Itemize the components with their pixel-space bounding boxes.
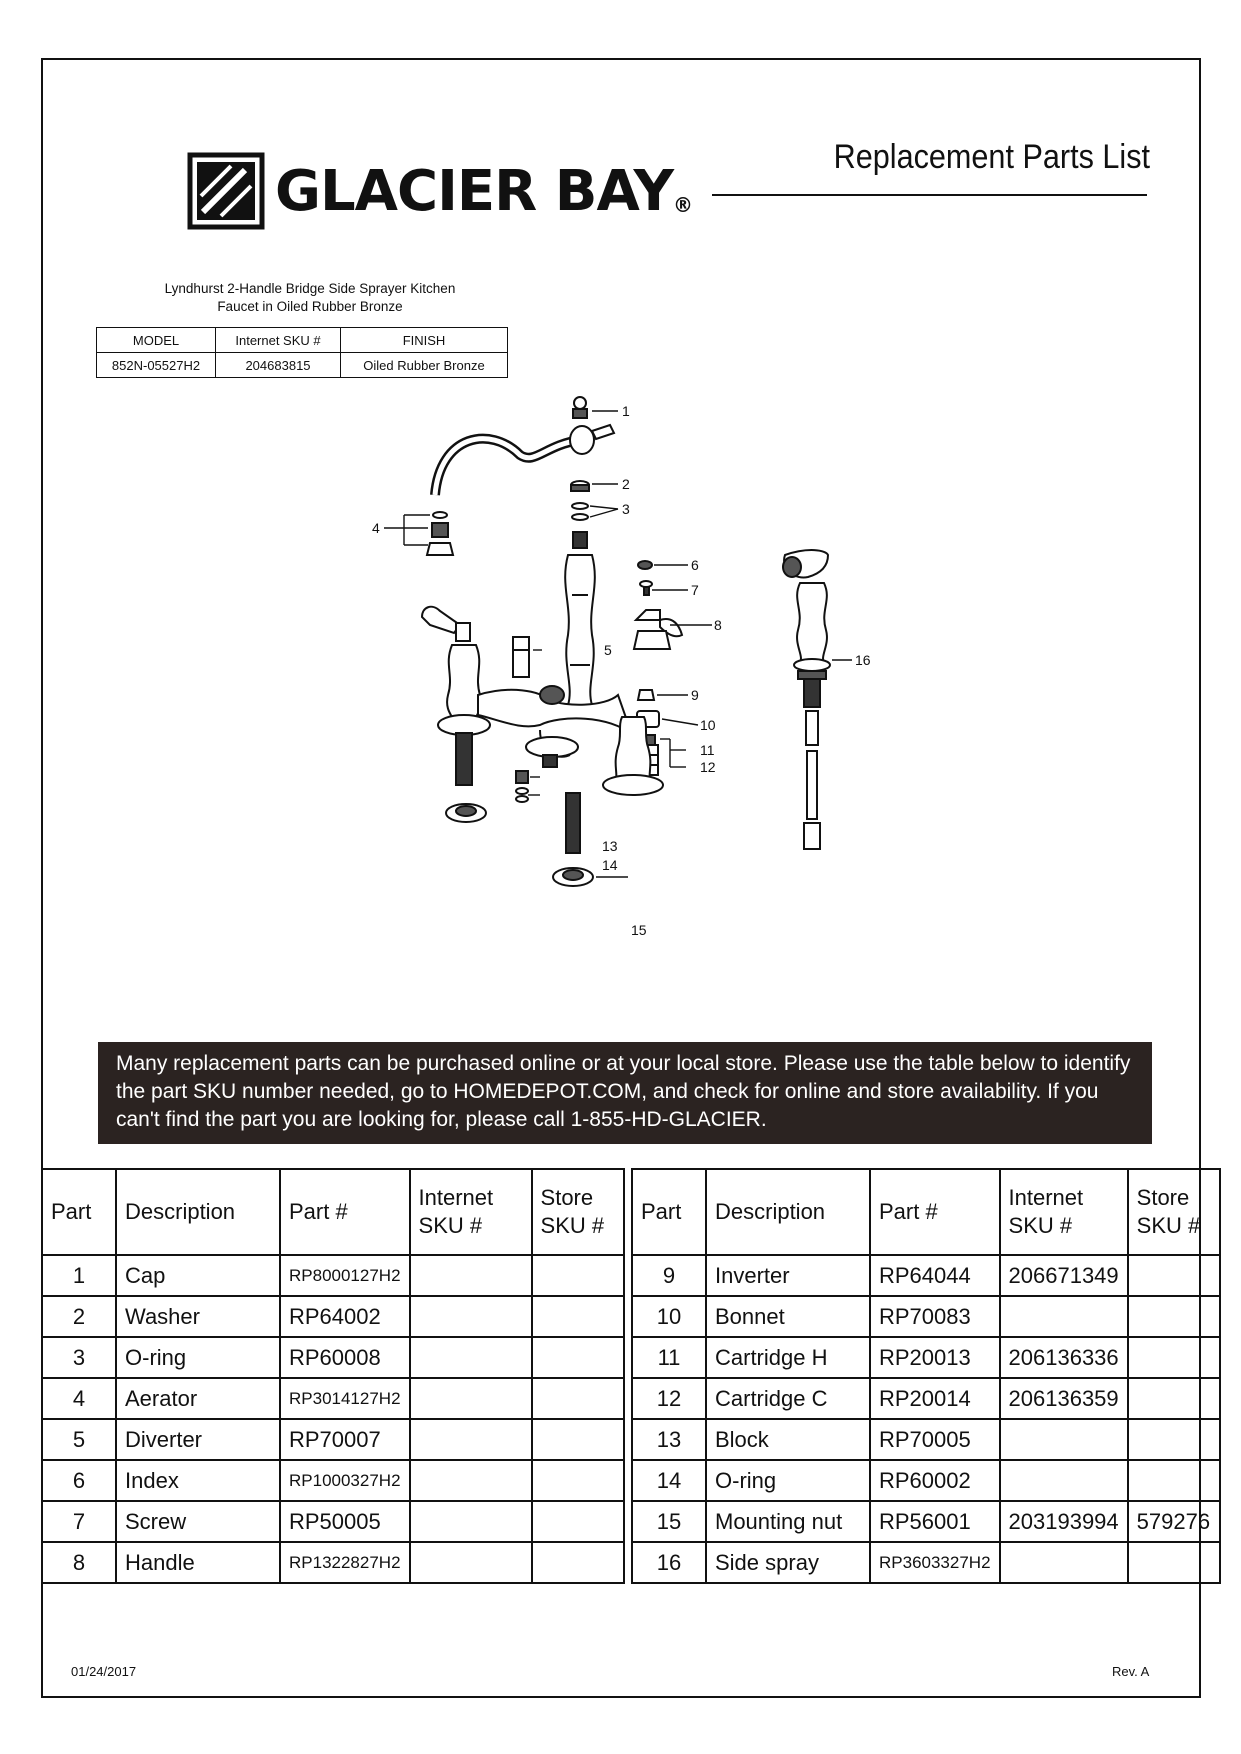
description-cell: Block — [706, 1419, 870, 1460]
callout-4: 4 — [372, 520, 380, 536]
table-row — [42, 1296, 624, 1337]
callout-9: 9 — [691, 687, 699, 703]
internet-sku-cell — [410, 1419, 532, 1460]
table-row — [632, 1419, 1220, 1460]
store-sku-cell — [532, 1296, 624, 1337]
part-cell: 9 — [632, 1255, 706, 1296]
store-sku-cell — [532, 1255, 624, 1296]
header-description: Description — [706, 1169, 870, 1255]
part-number-cell: RP3014127H2 — [280, 1378, 410, 1419]
part-cell: 2 — [42, 1296, 116, 1337]
description-cell: Cartridge C — [706, 1378, 870, 1419]
description-cell: Screw — [116, 1501, 280, 1542]
table-row — [632, 1337, 1220, 1378]
part-number-cell: RP70007 — [280, 1419, 410, 1460]
callout-15: 15 — [631, 922, 647, 938]
internet-sku-cell — [410, 1501, 532, 1542]
spec-sku: 204683815 — [216, 353, 341, 378]
part-number-cell: RP60002 — [870, 1460, 1000, 1501]
part-cell: 15 — [632, 1501, 706, 1542]
part-number-cell: RP8000127H2 — [280, 1255, 410, 1296]
header-internet-sku: Internet SKU # — [1000, 1169, 1128, 1255]
store-sku-cell — [1128, 1296, 1220, 1337]
callout-16: 16 — [855, 652, 871, 668]
part-number-cell: RP1000327H2 — [280, 1460, 410, 1501]
table-row — [42, 1501, 624, 1542]
internet-sku-cell: 206136336 — [1000, 1337, 1128, 1378]
store-sku-cell — [532, 1378, 624, 1419]
internet-sku-cell: 206671349 — [1000, 1255, 1128, 1296]
spec-table — [96, 327, 508, 378]
part-number-cell: RP70083 — [870, 1296, 1000, 1337]
part-cell: 8 — [42, 1542, 116, 1583]
part-cell: 6 — [42, 1460, 116, 1501]
part-number-cell: RP56001 — [870, 1501, 1000, 1542]
store-sku-cell — [1128, 1378, 1220, 1419]
callout-11: 11 — [700, 742, 715, 758]
part-cell: 12 — [632, 1378, 706, 1419]
part-number-cell: RP3603327H2 — [870, 1542, 1000, 1583]
footer-date: 01/24/2017 — [71, 1664, 137, 1679]
part-cell: 4 — [42, 1378, 116, 1419]
internet-sku-cell — [1000, 1542, 1128, 1583]
store-sku-cell: 579276 — [1128, 1501, 1220, 1542]
header-store-sku: Store SKU # — [532, 1169, 624, 1255]
store-sku-cell — [1128, 1255, 1220, 1296]
parts-table-right-body — [632, 1255, 1220, 1583]
table-row — [632, 1378, 1220, 1419]
glacier-bay-logo-icon — [187, 152, 265, 230]
spec-header-model: MODEL — [97, 328, 216, 353]
internet-sku-cell — [1000, 1460, 1128, 1501]
part-number-cell: RP60008 — [280, 1337, 410, 1378]
internet-sku-cell: 203193994 — [1000, 1501, 1128, 1542]
table-row — [632, 1501, 1220, 1542]
store-sku-cell — [1128, 1460, 1220, 1501]
spec-header-row — [97, 328, 508, 353]
internet-sku-cell — [410, 1296, 532, 1337]
part-cell: 3 — [42, 1337, 116, 1378]
part-number-cell: RP1322827H2 — [280, 1542, 410, 1583]
table-row — [632, 1255, 1220, 1296]
part-cell: 7 — [42, 1501, 116, 1542]
description-cell: Mounting nut — [706, 1501, 870, 1542]
title-divider — [712, 194, 1147, 196]
description-cell: O-ring — [706, 1460, 870, 1501]
table-row — [42, 1460, 624, 1501]
table-row — [42, 1255, 624, 1296]
description-cell: Side spray — [706, 1542, 870, 1583]
store-sku-cell — [532, 1460, 624, 1501]
callout-14: 14 — [602, 857, 618, 873]
description-cell: Cap — [116, 1255, 280, 1296]
part-number-cell: RP64002 — [280, 1296, 410, 1337]
store-sku-cell — [1128, 1419, 1220, 1460]
table-row — [632, 1460, 1220, 1501]
footer-revision: Rev. A — [1112, 1664, 1150, 1679]
internet-sku-cell — [1000, 1296, 1128, 1337]
store-sku-cell — [532, 1542, 624, 1583]
callout-12: 12 — [700, 759, 716, 775]
description-cell: Index — [116, 1460, 280, 1501]
product-name: Lyndhurst 2-Handle Bridge Side Sprayer Kitchen Faucet in Oiled Rubber Bronze — [164, 281, 456, 314]
part-cell: 14 — [632, 1460, 706, 1501]
part-cell: 13 — [632, 1419, 706, 1460]
part-cell: 11 — [632, 1337, 706, 1378]
parts-table-left-body — [42, 1255, 624, 1583]
table-row — [42, 1542, 624, 1583]
spec-header-finish: FINISH — [341, 328, 508, 353]
table-row — [42, 1419, 624, 1460]
page-title: Replacement Parts List — [833, 138, 1150, 176]
header-store-sku: Store SKU # — [1128, 1169, 1220, 1255]
callout-labels — [372, 403, 871, 938]
header-internet-sku: Internet SKU # — [410, 1169, 532, 1255]
internet-sku-cell — [410, 1378, 532, 1419]
parts-table-right — [631, 1168, 1221, 1584]
internet-sku-cell — [410, 1460, 532, 1501]
store-sku-cell — [532, 1419, 624, 1460]
spec-model: 852N-05527H2 — [97, 353, 216, 378]
callout-2: 2 — [622, 476, 630, 492]
description-cell: Handle — [116, 1542, 280, 1583]
exploded-parts-diagram — [360, 395, 900, 985]
internet-sku-cell: 206136359 — [1000, 1378, 1128, 1419]
store-sku-cell — [532, 1501, 624, 1542]
part-cell: 16 — [632, 1542, 706, 1583]
part-number-cell: RP50005 — [280, 1501, 410, 1542]
callout-5: 5 — [604, 642, 612, 658]
table-row — [632, 1296, 1220, 1337]
callout-3: 3 — [622, 501, 630, 517]
parts-table-left — [41, 1168, 625, 1584]
header-description: Description — [116, 1169, 280, 1255]
internet-sku-cell — [1000, 1419, 1128, 1460]
header-part-number: Part # — [280, 1169, 410, 1255]
callout-13: 13 — [602, 838, 618, 854]
purchase-notice: Many replacement parts can be purchased online or at your local store. Please use the table below to identify the part SKU number needed, go to HOMEDEPOT.COM, and check for online and store availability. If you can't find the part you are looking for, please call 1-855-HD-GLACIER. — [98, 1042, 1152, 1144]
store-sku-cell — [1128, 1542, 1220, 1583]
brand-logo — [187, 152, 692, 230]
callout-7: 7 — [691, 582, 699, 598]
spec-header-sku: Internet SKU # — [216, 328, 341, 353]
description-cell: Aerator — [116, 1378, 280, 1419]
part-cell: 5 — [42, 1419, 116, 1460]
part-number-cell: RP70005 — [870, 1419, 1000, 1460]
description-cell: Cartridge H — [706, 1337, 870, 1378]
table-row — [42, 1337, 624, 1378]
part-number-cell: RP20014 — [870, 1378, 1000, 1419]
table-row — [632, 1542, 1220, 1583]
table-row — [42, 1378, 624, 1419]
store-sku-cell — [1128, 1337, 1220, 1378]
callout-1: 1 — [622, 403, 630, 419]
parts-header-row — [632, 1169, 1220, 1255]
spec-finish: Oiled Rubber Bronze — [341, 353, 508, 378]
internet-sku-cell — [410, 1255, 532, 1296]
header-part: Part — [632, 1169, 706, 1255]
description-cell: Inverter — [706, 1255, 870, 1296]
part-number-cell: RP20013 — [870, 1337, 1000, 1378]
part-number-cell: RP64044 — [870, 1255, 1000, 1296]
description-cell: Bonnet — [706, 1296, 870, 1337]
header-part-number: Part # — [870, 1169, 1000, 1255]
brand-name: GLACIER BAY® — [275, 158, 693, 224]
description-cell: Diverter — [116, 1419, 280, 1460]
parts-header-row — [42, 1169, 624, 1255]
internet-sku-cell — [410, 1337, 532, 1378]
part-cell: 10 — [632, 1296, 706, 1337]
spec-value-row — [97, 353, 508, 378]
callout-6: 6 — [691, 557, 699, 573]
description-cell: O-ring — [116, 1337, 280, 1378]
callout-8: 8 — [714, 617, 722, 633]
store-sku-cell — [532, 1337, 624, 1378]
description-cell: Washer — [116, 1296, 280, 1337]
part-cell: 1 — [42, 1255, 116, 1296]
callout-10: 10 — [700, 717, 716, 733]
internet-sku-cell — [410, 1542, 532, 1583]
header-part: Part — [42, 1169, 116, 1255]
